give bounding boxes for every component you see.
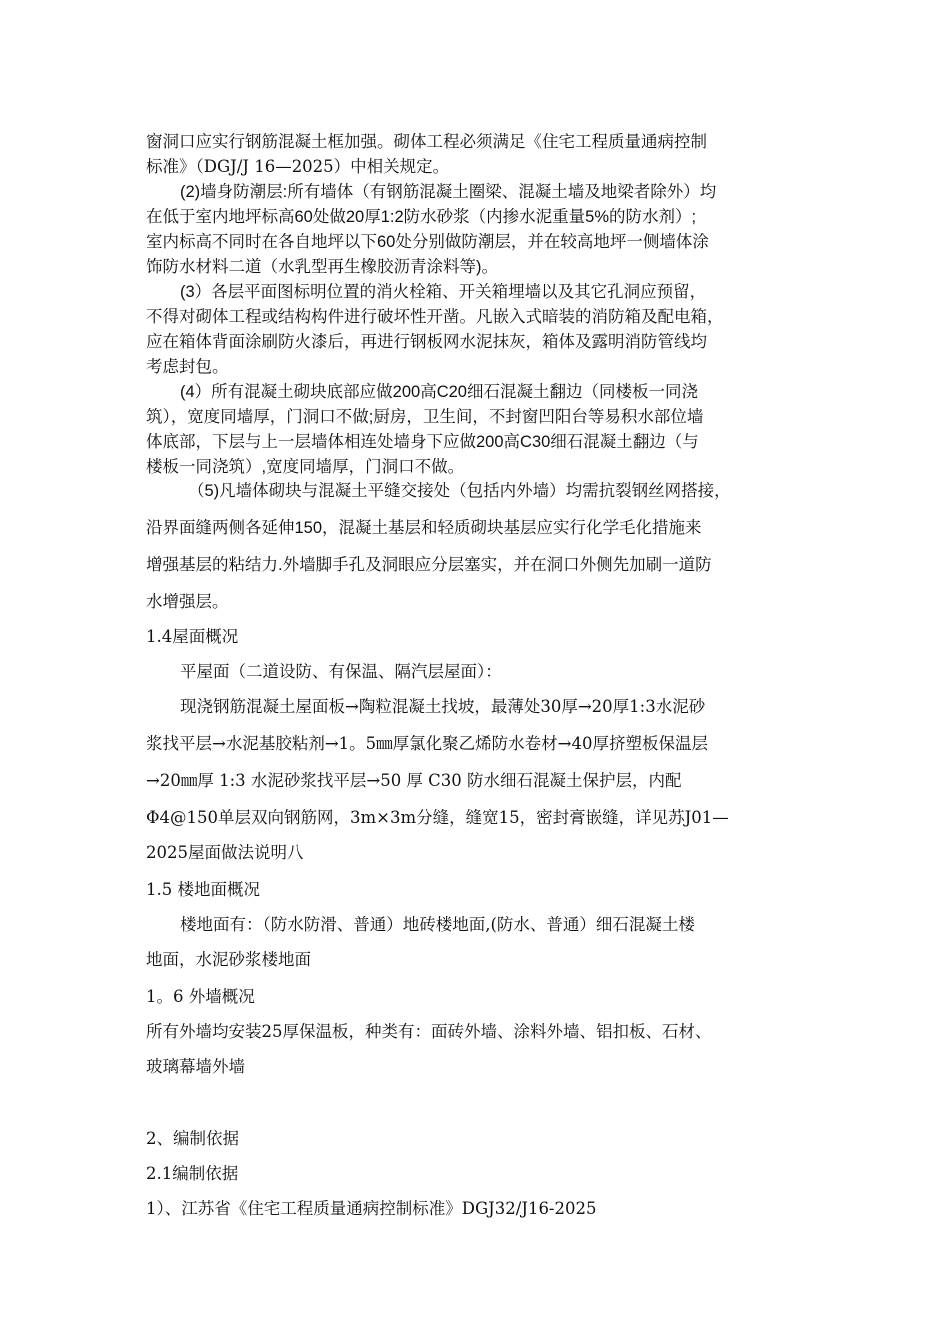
paragraph-line: 室内标高不同时在各自地坪以下60处分别做防潮层，并在较高地坪一侧墙体涂: [146, 233, 709, 251]
paragraph-line: 1）、江苏省《住宅工程质量通病控制标准》DGJ32/J16-2025: [146, 1199, 597, 1218]
section-heading: 1。6 外墙概况: [146, 987, 255, 1006]
section-heading: 2.1编制依据: [146, 1164, 239, 1183]
paragraph-line: 在低于室内地坪标高60处做20厚1:2防水砂浆（内掺水泥重量5%的防水剂）;: [146, 208, 697, 226]
paragraph-line: 玻璃幕墙外墙: [146, 1057, 245, 1076]
paragraph-line: 平屋面（二道设防、有保温、隔汽层屋面）：: [180, 662, 502, 681]
paragraph-line: →20㎜厚 1:3 水泥砂浆找平层→50 厚 C30 防水细石混凝土保护层，内配: [146, 771, 682, 790]
paragraph-line: 窗洞口应实行钢筋混凝土框加强。砌体工程必须满足《住宅工程质量通病控制: [146, 132, 707, 151]
paragraph-line: 水增强层。: [146, 593, 229, 611]
section-heading: 2、编制依据: [146, 1129, 239, 1148]
paragraph-line: （5)凡墙体砌块与混凝土平缝交接处（包括内外墙）均需抗裂钢丝网搭接，: [188, 482, 731, 500]
paragraph-line: 浆找平层→水泥基胶粘剂→1。5㎜厚氯化聚乙烯防水卷材→40厚挤塑板保温层: [146, 734, 708, 753]
paragraph-line: 2025屋面做法说明八: [146, 843, 304, 862]
paragraph-line: 沿界面缝两侧各延伸150，混凝土基层和轻质砌块基层应实行化学毛化措施来: [146, 519, 702, 537]
paragraph-line: 增强基层的粘结力.外墙脚手孔及洞眼应分层塞实，并在洞口外侧先加刷一道防: [146, 556, 712, 574]
paragraph-line: 体底部，下层与上一层墙体相连处墙身下应做200高C30细石混凝土翻边（与: [146, 433, 699, 451]
section-heading: 1.4屋面概况: [146, 627, 239, 646]
paragraph-line: (4）所有混凝土砌块底部应做200高C20细石混凝土翻边（同楼板一同浇: [180, 383, 698, 401]
paragraph-line: 现浇钢筋混凝土屋面板→陶粒混凝土找坡，最薄处30厚→20厚1:3水泥砂: [180, 697, 706, 716]
paragraph-line: 标准》（DGJ/J 16—2025）中相关规定。: [146, 157, 450, 176]
paragraph-line: 饰防水材料二道（水乳型再生橡胶沥青涂料等)。: [146, 258, 498, 276]
paragraph-line: 筑），宽度同墙厚，门洞口不做;厨房，卫生间，不封窗凹阳台等易积水部位墙: [146, 408, 704, 426]
paragraph-line: 所有外墙均安装25厚保温板，种类有：面砖外墙、涂料外墙、铝扣板、石材、: [146, 1022, 712, 1041]
paragraph-line: 楼地面有：（防水防滑、普通）地砖楼地面,(防水、普通）细石混凝土楼: [180, 915, 695, 934]
paragraph-line: 应在箱体背面涂刷防火漆后，再进行钢板网水泥抹灰，箱体及露明消防管线均: [146, 333, 707, 351]
paragraph-line: (3）各层平面图标明位置的消火栓箱、开关箱埋墙以及其它孔洞应预留，: [180, 283, 707, 301]
paragraph-line: 不得对砌体工程或结构构件进行破坏性开凿。凡嵌入式暗装的消防箱及配电箱，: [146, 308, 724, 326]
paragraph-line: 考虑封包。: [146, 358, 229, 376]
paragraph-line: Φ4@150单层双向钢筋网，3m×3m分缝，缝宽15，密封膏嵌缝，详见苏J01—: [146, 808, 729, 827]
section-heading: 1.5 楼地面概况: [146, 880, 260, 899]
paragraph-line: 地面，水泥砂浆楼地面: [146, 950, 311, 969]
paragraph-line: 楼板一同浇筑）,宽度同墙厚，门洞口不做。: [146, 458, 465, 476]
paragraph-line: (2)墙身防潮层:所有墙体（有钢筋混凝土圈梁、混凝土墙及地梁者除外）均: [180, 183, 717, 201]
